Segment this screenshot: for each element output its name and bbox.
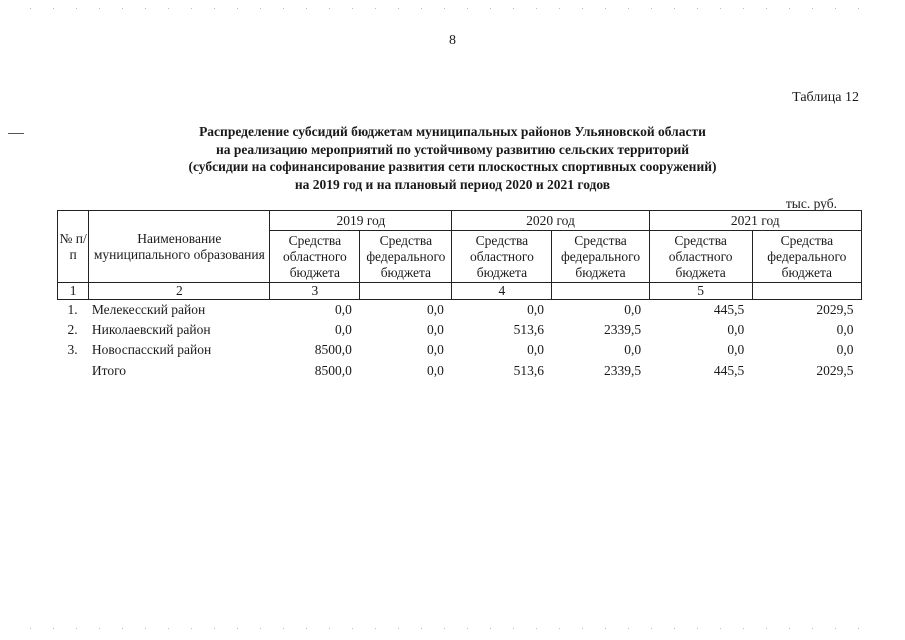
column-index (360, 283, 452, 300)
total-label: Итого (91, 363, 127, 378)
total-value-cell: 8500,0 (314, 363, 352, 378)
row-number: 1. (67, 302, 78, 317)
value-cell: 0,0 (427, 342, 444, 357)
scan-bottom-edge (30, 628, 875, 629)
total-value-cell: 445,5 (713, 363, 745, 378)
column-index: 3 (270, 283, 360, 300)
value-cell: 0,0 (527, 302, 544, 317)
value-cell: 445,5 (713, 302, 745, 317)
document-title (0, 123, 905, 193)
header-federal-budget: Средства федерального бюджета (752, 231, 861, 283)
value-cell: 8500,0 (314, 342, 352, 357)
value-cell: 0,0 (427, 302, 444, 317)
value-cell: 0,0 (624, 342, 642, 357)
table-label: Таблица 12 (792, 90, 859, 105)
header-number: № п/п (58, 211, 89, 283)
page-number: 8 (449, 33, 456, 48)
scan-top-edge (30, 8, 875, 9)
value-cell: 0,0 (836, 342, 854, 357)
header-federal-budget: Средства федерального бюджета (360, 231, 452, 283)
total-value-cell: 513,6 (513, 363, 544, 378)
table-row (58, 300, 862, 321)
header-year-2019: 2019 год (270, 211, 452, 231)
value-cell: 0,0 (334, 322, 352, 337)
column-index: 4 (452, 283, 552, 300)
value-cell: 0,0 (527, 342, 544, 357)
value-cell: 0,0 (836, 322, 854, 337)
total-value-cell: 0,0 (427, 363, 444, 378)
header-municipality: Наименование муниципального образования (89, 211, 270, 283)
title-line: Распределение субсидий бюджетам муниципальных районов Ульяновской области (199, 124, 706, 139)
row-number: 2. (67, 322, 78, 337)
column-index (552, 283, 649, 300)
header-regional-budget: Средства областного бюджета (270, 231, 360, 283)
column-index (752, 283, 861, 300)
table-row (58, 320, 862, 340)
total-value-cell: 2339,5 (603, 363, 642, 378)
value-cell: 0,0 (624, 302, 642, 317)
column-index: 2 (89, 283, 270, 300)
municipality-name: Новоспасский район (91, 342, 212, 357)
units-label: тыс. руб. (785, 196, 837, 211)
subsidy-table (57, 210, 862, 382)
municipality-name: Николаевский район (91, 322, 211, 337)
row-number (58, 360, 89, 382)
column-index: 5 (649, 283, 752, 300)
title-line: на реализацию мероприятий по устойчивому развитию сельских территорий (215, 141, 690, 157)
total-value-cell: 2029,5 (816, 363, 854, 378)
value-cell: 0,0 (727, 342, 745, 357)
column-index: 1 (58, 283, 89, 300)
municipality-name: Мелекесский район (91, 302, 206, 317)
value-cell: 0,0 (727, 322, 745, 337)
value-cell: 2029,5 (816, 302, 854, 317)
row-number: 3. (67, 342, 78, 357)
table-row (58, 340, 862, 360)
total-row (58, 360, 862, 382)
header-year-2020: 2020 год (452, 211, 649, 231)
header-federal-budget: Средства федерального бюджета (552, 231, 649, 283)
value-cell: 2339,5 (603, 322, 642, 337)
header-year-2021: 2021 год (649, 211, 861, 231)
value-cell: 0,0 (427, 322, 444, 337)
value-cell: 0,0 (334, 302, 352, 317)
title-line: на 2019 год и на плановый период 2020 и 2021 годов (294, 176, 611, 192)
header-regional-budget: Средства областного бюджета (452, 231, 552, 283)
title-line: (субсидии на софинансирование развития сети плоскостных спортивных сооружений) (188, 159, 717, 174)
value-cell: 513,6 (513, 322, 544, 337)
header-regional-budget: Средства областного бюджета (649, 231, 752, 283)
